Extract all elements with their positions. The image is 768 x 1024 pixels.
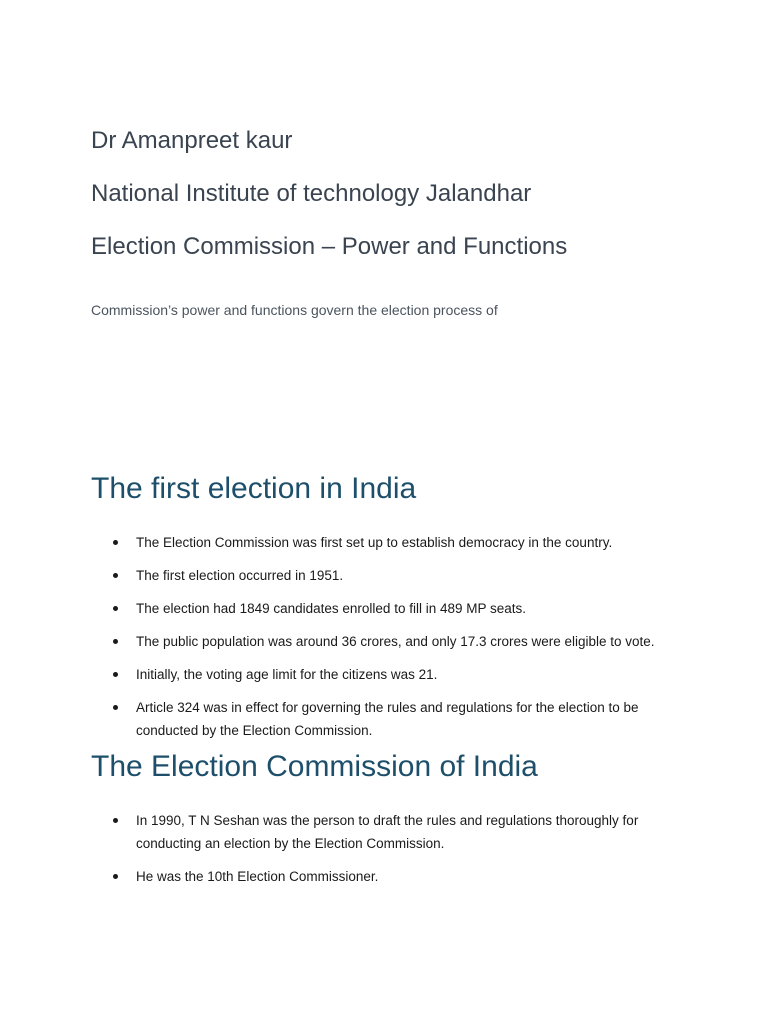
author-name: Dr Amanpreet kaur — [91, 127, 293, 154]
list-item — [110, 630, 670, 653]
list-item-text: The public population was around 36 crores, and only 17.3 crores were eligible to vote. — [136, 634, 655, 649]
bullet-dot-icon — [113, 818, 118, 823]
list-item-text: In 1990, T N Seshan was the person to draft the rules and regulations thoroughly for conducting an election by the Election Commission. — [136, 813, 639, 851]
list-item-text: The first election occurred in 1951. — [136, 568, 344, 583]
document-title: Election Commission – Power and Functions — [91, 233, 568, 260]
bullet-dot-icon — [113, 672, 118, 677]
list-item — [110, 597, 670, 620]
list-item — [110, 663, 670, 686]
bullet-dot-icon — [113, 606, 118, 611]
list-item-text: Initially, the voting age limit for the citizens was 21. — [136, 667, 438, 682]
bullet-dot-icon — [113, 874, 118, 879]
bullet-dot-icon — [113, 639, 118, 644]
list-item — [110, 865, 670, 888]
bullet-dot-icon — [113, 540, 118, 545]
list-item — [110, 696, 670, 742]
list-item-text: He was the 10th Election Commissioner. — [136, 869, 379, 884]
institute-name: National Institute of technology Jalandhar — [91, 180, 532, 207]
list-item — [110, 564, 670, 587]
list-item — [110, 531, 670, 554]
bullet-dot-icon — [113, 705, 118, 710]
list-item-text: The Election Commission was first set up to establish democracy in the country. — [136, 535, 613, 550]
list-item-text: The election had 1849 candidates enrolled to fill in 489 MP seats. — [136, 601, 527, 616]
list-item-text: Article 324 was in effect for governing the rules and regulations for the election to be conducted by the Election Commission. — [136, 700, 639, 738]
section-heading-first-election: The first election in India — [91, 472, 417, 505]
intro-paragraph: Commission’s power and functions govern the election process of — [91, 302, 498, 318]
bullet-dot-icon — [113, 573, 118, 578]
section-heading-election-commission: The Election Commission of India — [91, 750, 538, 783]
list-item — [110, 809, 670, 855]
bullet-list-first-election — [110, 531, 670, 752]
bullet-list-election-commission — [110, 809, 670, 898]
